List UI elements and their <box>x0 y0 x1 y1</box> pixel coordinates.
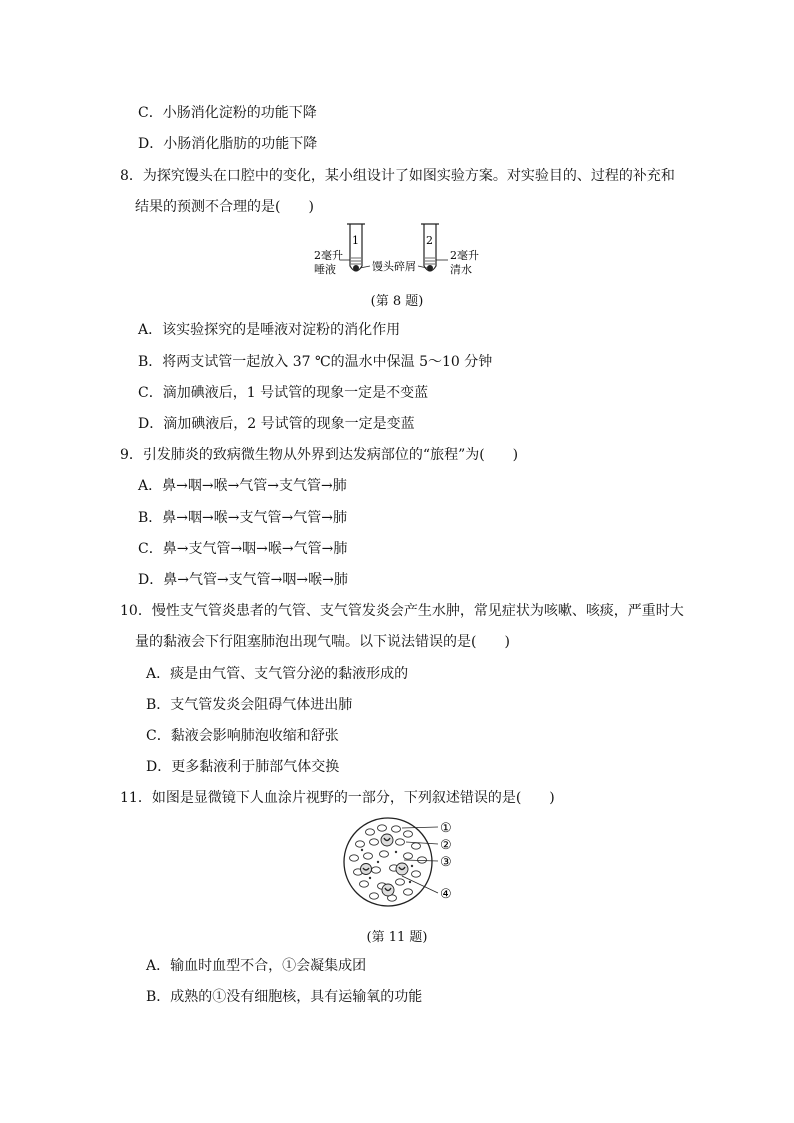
q10-stem-line-1: 10．慢性支气管炎患者的气管、支气管发炎会产生水肿，常见症状为咳嗽、咳痰，严重时大 <box>120 603 684 619</box>
q11-option-a: A．输血时血型不合，①会凝集成团 <box>146 958 367 974</box>
q9-option-b: B．鼻→咽→喉→支气管→气管→肺 <box>138 510 347 526</box>
right-liquid-label: 清水 <box>450 263 472 276</box>
q8-stem-line-1: 8．为探究馒头在口腔中的变化，某小组设计了如图实验方案。对实验目的、过程的补充和 <box>120 168 675 184</box>
marker-1: ① <box>440 821 452 836</box>
q8-option-a: A．该实验探究的是唾液对淀粉的消化作用 <box>138 322 401 338</box>
q10-stem-line-2: 量的黏液会下行阻塞肺泡出现气喘。以下说法错误的是( ) <box>135 634 510 650</box>
q11-blood-smear-figure <box>340 812 470 916</box>
marker-4: ④ <box>440 887 452 902</box>
test-tube-1 <box>347 224 365 271</box>
center-bread-label: 馒头碎屑 <box>372 260 416 273</box>
q8-figure-caption: (第 8 题) <box>370 294 424 309</box>
marker-2: ② <box>440 838 452 853</box>
q8-option-b: B．将两支试管一起放入 37 ℃的温水中保温 5～10 分钟 <box>138 354 493 370</box>
right-volume-label: 2毫升 <box>450 249 479 262</box>
q8-option-d: D．滴加碘液后，2 号试管的现象一定是变蓝 <box>138 416 415 432</box>
q9-option-a: A．鼻→咽→喉→气管→支气管→肺 <box>138 478 347 494</box>
left-liquid-label: 唾液 <box>314 263 336 276</box>
tube-1-number: 1 <box>352 234 359 247</box>
q11-option-b: B．成熟的①没有细胞核，具有运输氧的功能 <box>146 989 423 1005</box>
q9-option-d: D．鼻→气管→支气管→咽→喉→肺 <box>138 572 348 588</box>
q8-stem-line-2: 结果的预测不合理的是( ) <box>135 199 314 215</box>
q10-option-a: A．痰是由气管、支气管分泌的黏液形成的 <box>146 666 409 682</box>
marker-3: ③ <box>440 855 452 870</box>
test-tube-2 <box>421 224 439 271</box>
q7-option-c: C．小肠消化淀粉的功能下降 <box>138 105 317 121</box>
q8-option-c: C．滴加碘液后，1 号试管的现象一定是不变蓝 <box>138 385 429 401</box>
q9-option-c: C．鼻→支气管→咽→喉→气管→肺 <box>138 541 348 557</box>
q9-stem: 9．引发肺炎的致病微生物从外界到达发病部位的“旅程”为( ) <box>120 447 519 463</box>
q11-figure-caption: (第 11 题) <box>366 930 428 945</box>
q10-option-d: D．更多黏液利于肺部气体交换 <box>146 759 340 775</box>
q7-option-d: D．小肠消化脂肪的功能下降 <box>138 136 318 152</box>
q10-option-b: B．支气管发炎会阻碍气体进出肺 <box>146 697 353 713</box>
q10-option-c: C．黏液会影响肺泡收缩和舒张 <box>146 728 339 744</box>
tube-2-number: 2 <box>426 234 433 247</box>
q8-test-tube-figure <box>300 222 500 284</box>
q11-stem: 11．如图是显微镜下人血涂片视野的一部分，下列叙述错误的是( ) <box>120 790 555 806</box>
left-volume-label: 2毫升 <box>314 249 343 262</box>
